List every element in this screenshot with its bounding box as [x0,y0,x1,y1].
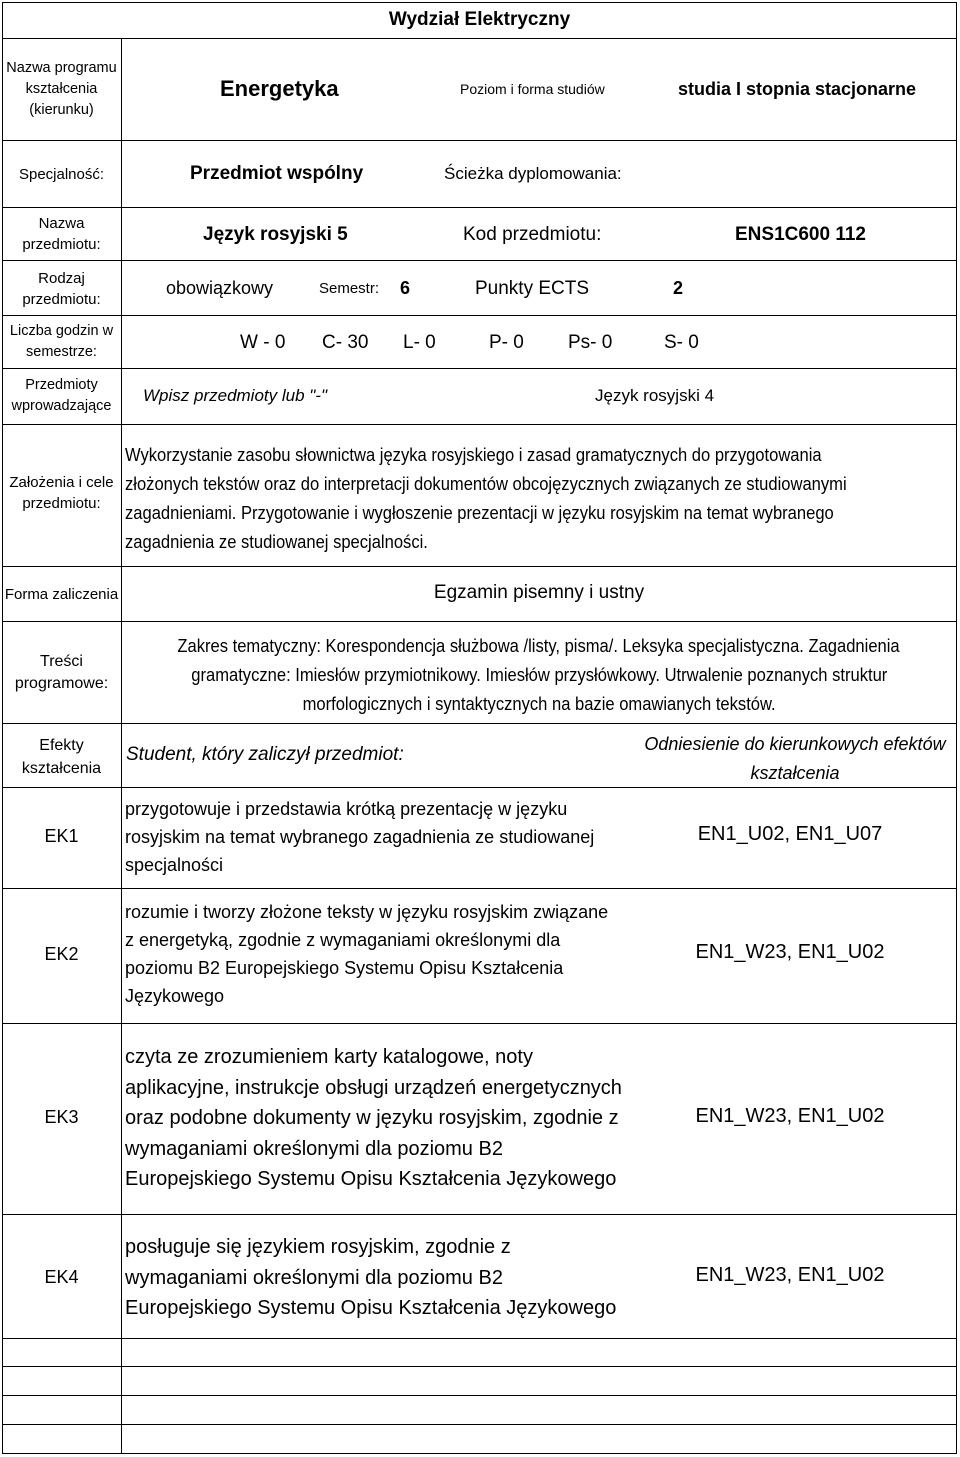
outcome-ref: EN1_U02, EN1_U07 [697,823,883,845]
faculty-title: Wydział Elektryczny [388,9,571,30]
code-value: ENS1C600 112 [735,224,866,245]
hours-l: L- 0 [403,332,436,353]
semester-label: Semestr: [319,280,380,297]
outcome-line: rozumie i tworzy złożone teksty w języku rosyjskim związane [125,902,609,922]
outcome-line: oraz podobne dokumenty w języku rosyjskim, zgodnie z [125,1107,619,1129]
semester-value: 6 [400,278,411,298]
outcome-line: Językowego [125,986,225,1006]
outcome-text [125,1042,622,1195]
outcomes-label [4,734,119,780]
specialty-value: Przedmiot wspólny [190,163,364,184]
goals-line: złożonych tekstów oraz do interpretacji dokumentów obcojęzycznych związanych ze studiowanymi [125,474,847,494]
hours-label-line: semestrze: [26,344,97,360]
divider [2,1395,957,1396]
divider [2,1023,957,1024]
prerequisites-label-line: Przedmioty [25,377,98,393]
divider [2,1338,957,1339]
ects-value: 2 [673,278,684,298]
divider [2,1424,957,1425]
divider [2,1366,957,1367]
ects-label: Punkty ECTS [475,278,590,299]
divider [2,888,957,889]
outcome-text [125,795,594,879]
subject-value: Język rosyjski 5 [203,224,348,245]
outcome-ref: EN1_W23, EN1_U02 [695,1105,885,1127]
divider [2,424,957,425]
hours-s: S- 0 [664,332,699,353]
label-column-divider [121,38,122,1454]
outcome-line: wymaganiami określonymi dla poziomu B2 [125,1266,503,1289]
type-label [4,268,119,310]
outcome-text [125,1232,616,1324]
level-value: studia I stopnia stacjonarne [678,79,917,99]
type-label-line: przedmiotu: [22,291,101,308]
outcome-line: specjalności [125,855,224,875]
outcome-line: Europejskiego Systemu Opisu Kształcenia Językowego [125,1168,617,1190]
outcome-line: rosyjskim na temat wybranego zagadnienia ze studiowanej [125,827,595,847]
prerequisites-value: Język rosyjski 4 [595,386,715,405]
content-label-line: Treści [40,653,83,670]
hours-ps: Ps- 0 [568,332,613,353]
outcome-id: EK1 [44,826,79,846]
goals-line: zagadnieniami. Przygotowanie i wygłoszenie prezentacji w języku rosyjskim na temat wybranego [125,503,834,523]
divider [2,315,957,316]
divider [2,140,957,141]
program-label: Nazwa programu kształcenia (kierunku) [6,60,117,118]
outcome-text [125,898,608,1010]
goals-text [125,441,847,557]
hours-w: W - 0 [240,332,286,353]
ref-header-line: Odniesienie do kierunkowych efektów [644,734,946,754]
content-label-line: programowe: [14,675,109,692]
type-value: obowiązkowy [166,278,274,298]
outcome-line: wymaganiami określonymi dla poziomu B2 [125,1137,503,1160]
divider [2,207,957,208]
level-label: Poziom i forma studiów [460,81,605,97]
assessment-label: Forma zaliczenia [4,586,119,603]
program-name: Energetyka [220,76,339,101]
content-line: Zakres tematyczny: Korespondencja służbowa /listy, pisma/. Leksyka specjalistyczna. Zagadnienia [177,636,901,656]
outcome-line: czyta ze zrozumieniem karty katalogowe, noty [125,1046,533,1068]
outcomes-label-line: Efekty [39,737,84,754]
divider [2,1214,957,1215]
outcome-line: poziomu B2 Europejskiego Systemu Opisu Kształcenia [125,958,564,978]
subject-label-line: przedmiotu: [22,236,101,253]
divider [2,368,957,369]
hours-label [4,321,119,363]
content-label [4,651,119,695]
content-line: gramatyczne: Imiesłów przymiotnikowy. Imiesłów przysłówkowy. Utrwalenie poznanych struktur [190,665,888,685]
outcome-ref: EN1_W23, EN1_U02 [695,1264,885,1286]
specialty-label: Specjalność: [18,166,105,183]
content-line: morfologicznych i syntaktycznych na bazie omawianych tekstów. [302,694,776,714]
outcome-line: aplikacyjne, instrukcje obsługi urządzeń energetycznych [125,1076,622,1099]
hours-c: C- 30 [322,332,369,353]
outcome-line: posługuje się językiem rosyjskim, zgodnie z [125,1236,511,1258]
divider [2,566,957,567]
divider [2,38,957,39]
content-text [121,632,957,719]
outcomes-label-line: kształcenia [21,760,102,777]
outcome-id: EK4 [44,1267,79,1287]
outcome-id: EK2 [44,944,79,964]
path-label: Ścieżka dyplomowania: [444,164,622,183]
outcome-line: z energetyką, zgodnie z wymaganiami określonymi dla [125,930,561,950]
ref-header-line: kształcenia [750,763,840,783]
goals-label-line: Założenia i cele [9,474,114,491]
goals-line: zagadnienia ze studiowanej specjalności. [125,532,428,552]
student-header: Student, który zaliczył przedmiot: [126,744,404,765]
subject-label [4,213,119,255]
goals-line: Wykorzystanie zasobu słownictwa języka rosyjskiego i zasad gramatycznych do przygotowania [125,445,822,465]
prerequisites-hint: Wpisz przedmioty lub "-" [143,386,328,405]
hours-label-line: Liczba godzin w [9,323,114,339]
outcome-ref: EN1_W23, EN1_U02 [695,941,885,963]
assessment-value: Egzamin pisemny i ustny [433,582,645,603]
goals-label-line: przedmiotu: [22,495,101,512]
goals-label [4,472,119,514]
prerequisites-label [4,375,119,417]
type-label-line: Rodzaj [38,270,85,287]
divider [2,260,957,261]
outcome-id: EK3 [44,1107,79,1127]
divider [2,723,957,724]
outcome-line: Europejskiego Systemu Opisu Kształcenia Językowego [125,1297,617,1319]
ref-header [625,730,960,788]
prerequisites-label-line: wprowadzające [11,398,112,414]
subject-label-line: Nazwa [38,215,85,232]
hours-p: P- 0 [489,332,524,353]
outcome-line: przygotowuje i przedstawia krótką prezentację w języku [125,799,568,819]
code-label: Kod przedmiotu: [463,224,602,245]
divider [2,621,957,622]
